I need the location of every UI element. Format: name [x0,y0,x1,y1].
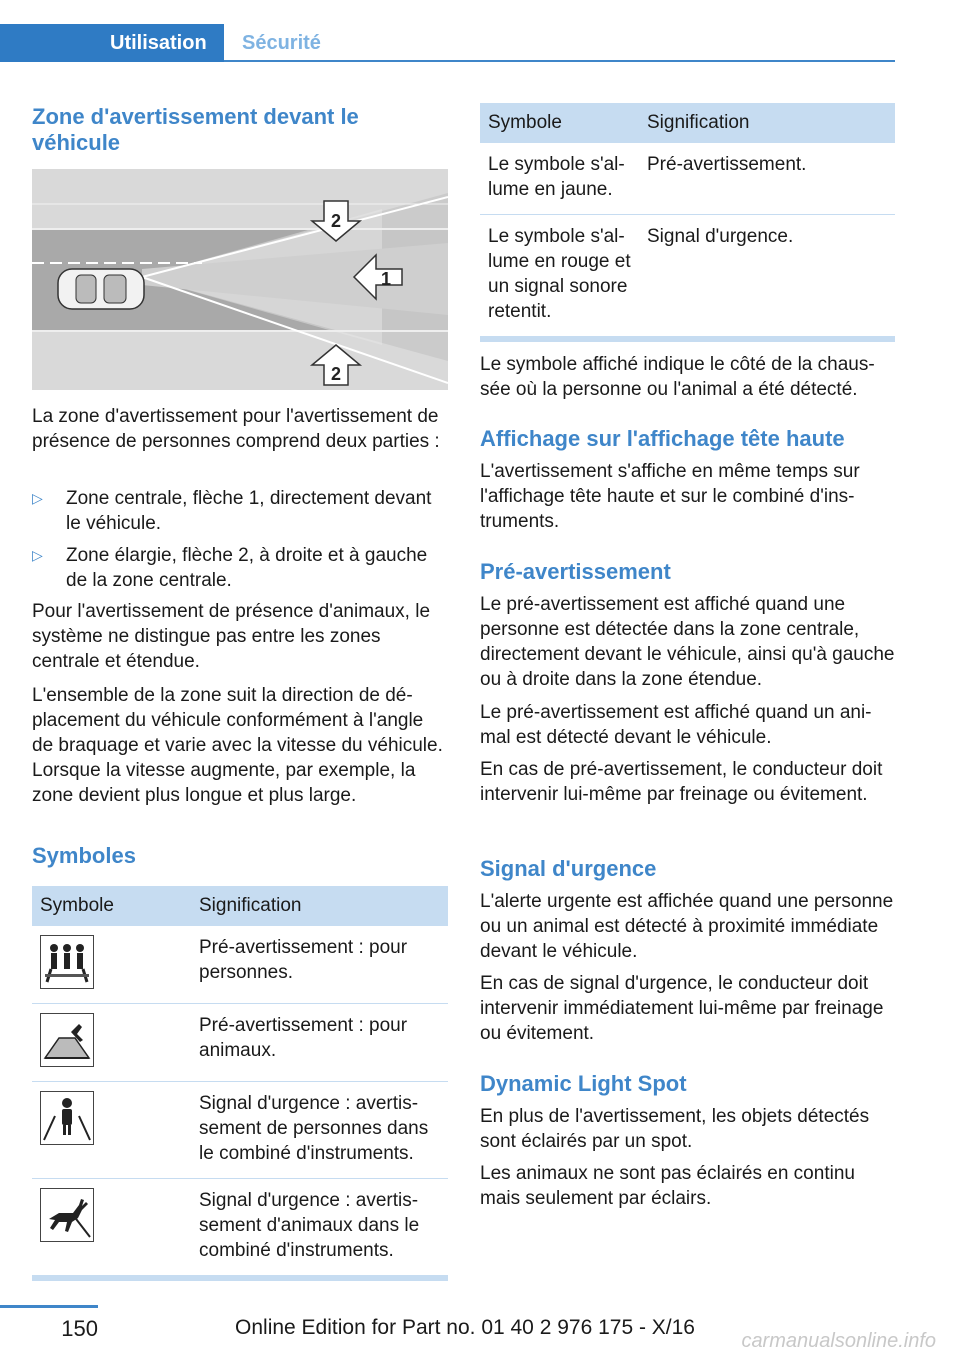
header-rule [224,60,895,62]
table-row [480,215,895,337]
table-row [32,1179,448,1276]
urgent-paragraph-2: En cas de signal d'urgence, le conducteur doit intervenir immédiatement lui-même par freinage ou évitement. [480,973,884,1044]
footer-rule [0,1305,98,1308]
urgent-signal-title: Signal d'urgence [480,856,657,881]
table-header-symbol: Symbole [32,886,191,926]
tab-utilisation[interactable]: Utilisation [0,24,224,62]
prewarning-paragraph-2: Le pré-avertissement est affiché quand un animal est détecté devant le véhicule. [480,702,872,748]
triangle-bullet-icon: ▷ [32,547,43,563]
svg-text:1: 1 [380,269,392,289]
symbol-meaning: Signal d'urgence. [639,215,895,337]
edition-text: Online Edition for Part no. 01 40 2 976 175 - X/16 [235,1316,695,1339]
symbols-title: Symboles [32,843,136,868]
hud-title: Affichage sur l'affichage tête haute [480,426,845,451]
table-bottom-rule [32,1276,448,1281]
table-header-meaning: Signification [191,886,448,926]
zone-direction-paragraph: L'ensemble de la zone suit la direction de déplacement du véhicule conformément à l'angle de braquage et varie avec la vitesse du véhicule. Lorsque la vitesse augmente, par exemple, la zone devient plus longue et plus large. [32,685,443,806]
symbol-color-description: Le symbole s'allume en jaune. [480,143,639,215]
list-item: ▷ Zone élargie, flèche 2, à droite et à gauche de la zone centrale. [32,545,428,591]
warning-zone-intro: La zone d'avertissement pour l'avertissement de présence de personnes comprend deux parties : [32,406,440,452]
table-row [32,1082,448,1179]
prewarning-paragraph-1: Le pré-avertissement est affiché quand une personne est détectée dans la zone centrale, directement devant le véhicule, ainsi qu'à gauche ou à droite dans la zone étendue. [480,594,895,690]
car-icon [58,269,144,309]
section-title-warning-zone: Zone d'avertissement devant le véhicule [32,104,359,155]
triangle-bullet-icon: ▷ [32,490,43,506]
symbol-color-description: Le symbole s'allume en rouge et un signal sonore retentit. [480,215,639,337]
urgent-paragraph-1: L'alerte urgente est affichée quand une personne ou un animal est détecté à proximité immédiate devant le véhicule. [480,891,894,962]
symbol-meaning: Signal d'urgence : avertissement de personnes dans le combiné d'instruments. [191,1082,448,1179]
symbol-meaning: Pré-avertissement. [639,143,895,215]
symbol-side-paragraph: Le symbole affiché indique le côté de la chaussée où la personne ou l'animal a été détecté. [480,354,875,400]
warning-zone-diagram [32,169,448,390]
animal-prewarning-icon [40,1013,94,1067]
table-row [32,1004,448,1082]
table-header-meaning: Signification [639,103,895,143]
table-row [480,143,895,215]
pedestrian-urgent-icon [40,1091,94,1145]
list-item: ▷ Zone centrale, flèche 1, directement devant le véhicule. [32,488,432,534]
dls-paragraph-2: Les animaux ne sont pas éclairés en continu mais seulement par éclairs. [480,1163,855,1209]
warning-zone-figure [32,169,448,390]
animal-paragraph: Pour l'avertissement de présence d'animaux, le système ne distingue pas entre les zones centrale et étendue. [32,601,431,672]
svg-text:2: 2 [330,364,342,384]
svg-text:2: 2 [330,211,342,231]
zone-bullet-list [32,486,448,593]
table-header-symbol: Symbole [480,103,639,143]
deer-urgent-icon [40,1188,94,1242]
prewarning-title: Pré-avertissement [480,559,671,584]
dynamic-light-spot-title: Dynamic Light Spot [480,1071,687,1096]
page-number: 150 [61,1316,98,1341]
symbol-meaning: Signal d'urgence : avertissement d'animaux dans le combiné d'instruments. [191,1179,448,1276]
header-tabs [0,24,895,62]
hud-paragraph: L'avertissement s'affiche en même temps sur l'affichage tête haute et sur le combiné d'instruments. [480,461,860,532]
table-bottom-rule [480,337,895,342]
color-meaning-table [480,103,895,342]
symbols-table [32,886,448,1281]
dls-paragraph-1: En plus de l'avertissement, les objets détectés sont éclairés par un spot. [480,1106,870,1152]
tab-securite[interactable]: Sécurité [242,32,321,54]
table-row [32,926,448,1004]
pedestrians-prewarning-icon [40,935,94,989]
prewarning-paragraph-3: En cas de pré-avertissement, le conducteur doit intervenir lui-même par freinage ou évitement. [480,759,883,805]
symbol-meaning: Pré-avertissement : pour personnes. [191,926,448,1004]
symbol-meaning: Pré-avertissement : pour animaux. [191,1004,448,1082]
watermark: carmanualsonline.info [741,1330,936,1352]
